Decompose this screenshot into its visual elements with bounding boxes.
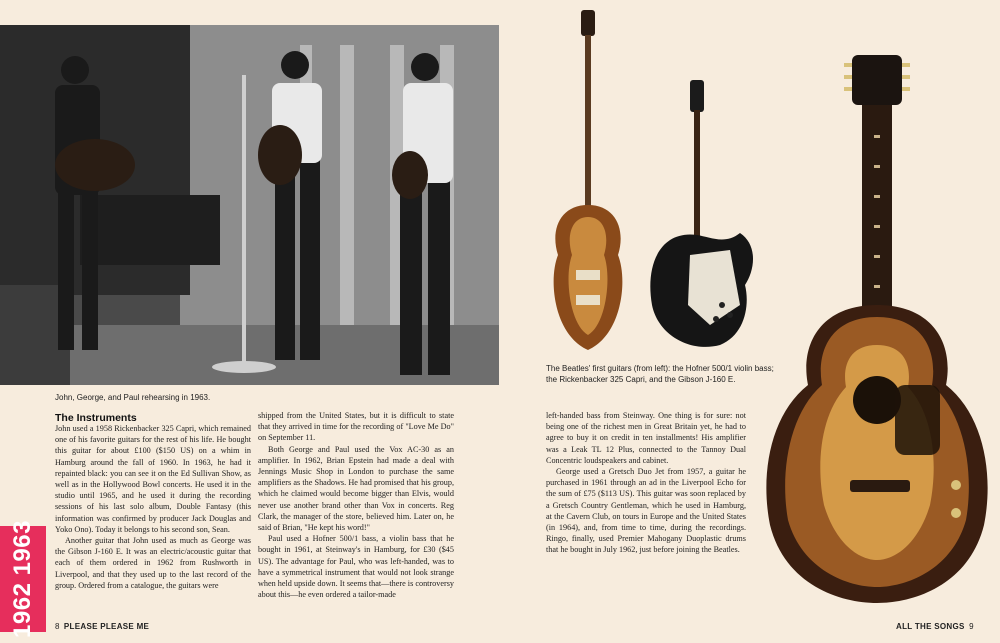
text-column-3	[546, 410, 746, 556]
left-page-number: 8	[55, 622, 60, 631]
right-running-title: ALL THE SONGS	[896, 622, 965, 631]
left-running-title: PLEASE PLEASE ME	[63, 622, 150, 631]
gibson-guitar-image	[760, 55, 1000, 605]
paragraph: Both George and Paul used the Vox AC-30 as an amplifier. In 1962, Brian Epstein had made a deal with Jennings Music Shop in London to purchase the same amplifiers as the Shadows. He had promised that his group, which he claimed would become bigger than Elvis, would never use another brand other than Vox in concerts. Reg Clark, the manager of the store, believed him. Later on, he said of Brian, "He kept his word!"	[258, 444, 454, 533]
text-column-2	[258, 410, 454, 600]
paragraph: Another guitar that John used as much as George was the Gibson J-160 E. It was an electric/acoustic guitar that each of them ordered in 1962 from Rushworth in Liverpool, and that they used up to the last record of the group. Ordered from a catalogue, the guitars were	[55, 536, 251, 590]
paragraph: left-handed bass from Steinway. One thing is for sure: not being one of the richest men in Great Britain yet, he had to agree to buy it on credit in ten installments! His amplifier was a Leak TL 12 Plus, connected to the Tannoy Dual Concentric loudspeakers and cabinet.	[546, 411, 746, 465]
text-column-1	[55, 423, 251, 591]
photo-caption: John, George, and Paul rehearsing in 1963.	[55, 393, 211, 402]
guitars-caption-line2: the Rickenbacker 325 Capri, and the Gibson J-160 E.	[546, 375, 736, 384]
left-folio	[55, 622, 149, 631]
paragraph: shipped from the United States, but it is difficult to state that they arrived in time for the recording of "Love Me Do" on September 11.	[258, 411, 454, 443]
right-folio	[896, 622, 974, 631]
guitars-caption-line1: The Beatles' first guitars (from left): the Hofner 500/1 violin bass;	[546, 364, 774, 373]
right-page-number: 9	[969, 622, 974, 631]
paragraph: George used a Gretsch Duo Jet from 1957, a guitar he purchased in 1961 through an ad in the Liverpool Echo for the sum of £75 ($113 US). This guitar was soon replaced by a Gretsch Country Gentleman, which he used in Hamburg, at the Cavern Club, on tours in Europe and the United States (in 1964), and, from time to time, during the recordings. Ringo, finally, used Premier Mahogany Duoplastic drums that he bought in July 1962, just before joining the Beatles.	[546, 467, 746, 555]
paragraph: Paul used a Hofner 500/1 bass, a violin bass that he bought in 1961, at Steinway's in Hamburg, for £30 ($45 US). The advantage for Paul, who was left-handed, was to have a symmetrical instrument that would not look strange when held upside down. It seems that—there is controversy about this—he even ordered a tailor-made	[258, 534, 454, 600]
guitars-caption	[546, 363, 774, 385]
year-label-wrap	[0, 520, 46, 638]
paragraph: John used a 1958 Rickenbacker 325 Capri, which remained one of his favorite guitars for the rest of his life. He bought this guitar for about £100 ($150 US) on a whim in Hamburg around the fall of 1960. In 1963, he had it repainted black: you can see it on the Ed Sullivan Show, as well as in the Hollywood Bowl concerts. He used it in the studio until 1965, and he used it during the recording sessions of his last solo album, Double Fantasy (this information was confirmed by producer Jack Douglas and Yoko Ono). Today it belongs to his second son, Sean.	[55, 424, 251, 534]
year-label: 1962 1963	[9, 520, 37, 638]
rehearsal-photo	[0, 25, 499, 385]
section-heading: The Instruments	[55, 412, 137, 424]
